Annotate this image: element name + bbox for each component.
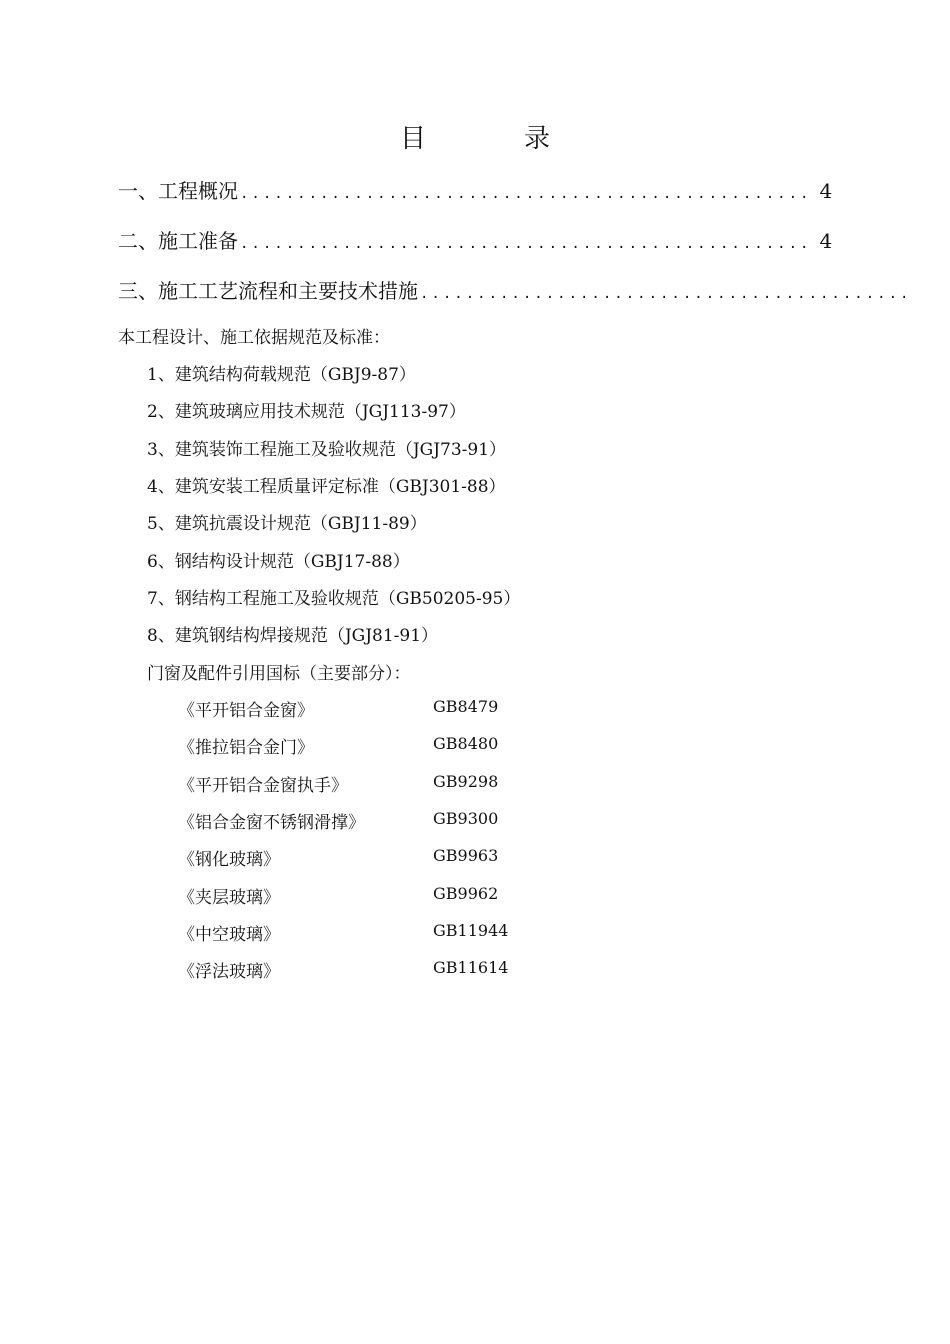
toc-entry-label: 二、施工准备 — [118, 229, 238, 253]
toc-page-number: 4 — [819, 179, 833, 203]
standard-name: 《夹层玻璃》 — [178, 888, 280, 908]
standard-code: GB11614 — [433, 958, 509, 977]
code-item: 1、建筑结构荷载规范（GBJ9-87） — [147, 365, 416, 385]
standard-code: GB9298 — [433, 772, 499, 791]
basis-heading: 本工程设计、施工依据规范及标准： — [118, 328, 390, 348]
standard-code: GB8480 — [433, 734, 499, 753]
standard-name: 《钢化玻璃》 — [178, 850, 280, 870]
toc-entry-label: 三、施工工艺流程和主要技术措施 — [118, 279, 418, 303]
standard-code: GB9963 — [433, 846, 499, 865]
standard-code: GB9300 — [433, 809, 499, 828]
standard-name: 《平开铝合金窗执手》 — [178, 776, 348, 796]
standards-heading: 门窗及配件引用国标（主要部分）： — [147, 664, 411, 684]
code-item: 7、钢结构工程施工及验收规范（GB50205-95） — [147, 589, 521, 609]
toc-dot-leader: .................................................. — [240, 186, 812, 202]
toc-entry-process[interactable] — [118, 275, 912, 307]
code-item: 6、钢结构设计规范（GBJ17-88） — [147, 552, 410, 572]
code-item: 3、建筑装饰工程施工及验收规范（JGJ73-91） — [147, 440, 507, 460]
code-item: 4、建筑安装工程质量评定标准（GBJ301-88） — [147, 477, 506, 497]
standard-code: GB8479 — [433, 697, 499, 716]
toc-entry-preparation[interactable] — [118, 225, 833, 257]
toc-dot-leader: ........................................... — [420, 286, 912, 302]
code-item: 5、建筑抗震设计规范（GBJ11-89） — [147, 514, 427, 534]
toc-page-number: 4 — [819, 229, 833, 253]
toc-dot-leader: .................................................. — [240, 236, 812, 252]
page-title: 目 录 — [399, 124, 586, 154]
standard-code: GB9962 — [433, 884, 499, 903]
toc-entry-overview[interactable] — [118, 175, 833, 207]
standard-name: 《浮法玻璃》 — [178, 962, 280, 982]
standard-name: 《铝合金窗不锈钢滑撑》 — [178, 813, 365, 833]
standard-name: 《中空玻璃》 — [178, 925, 280, 945]
standard-code: GB11944 — [433, 921, 509, 940]
standard-name: 《平开铝合金窗》 — [178, 701, 314, 721]
code-item: 8、建筑钢结构焊接规范（JGJ81-91） — [147, 626, 439, 646]
standard-name: 《推拉铝合金门》 — [178, 738, 314, 758]
code-item: 2、建筑玻璃应用技术规范（JGJ113-97） — [147, 402, 466, 422]
toc-entry-label: 一、工程概况 — [118, 179, 238, 203]
